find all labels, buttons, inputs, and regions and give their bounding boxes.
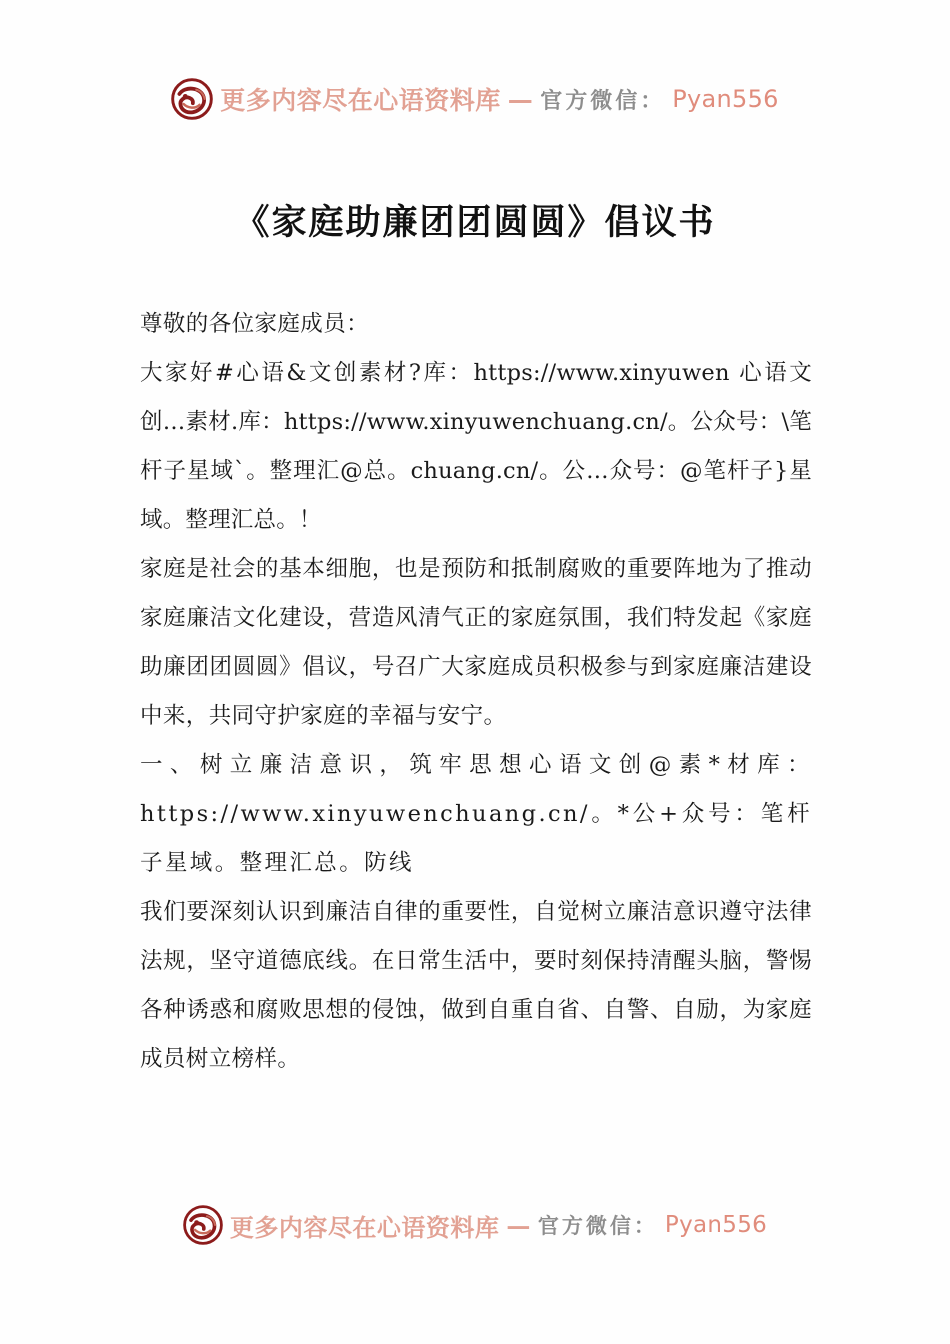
watermark-wechat-label: 官方微信： (537, 1213, 658, 1238)
watermark-main-text: 更多内容尽在心语资料库 (220, 86, 501, 115)
watermark-dash: — (506, 1210, 531, 1240)
page-title: 《家庭助廉团团圆圆》倡议书 (234, 202, 716, 244)
footer-watermark (0, 1205, 950, 1245)
paragraph-intro: 家庭是社会的基本细胞，也是预防和抵制腐败的重要阵地为了推动家庭廉洁文化建设，营造风清气正的家庭氛围，我们特发起《家庭助廉团团圆圆》倡议，号召广大家庭成员积极参与到家庭廉洁建设中来，共同守护家庭的幸福与安宁。 (140, 556, 812, 729)
watermark-main-text: 更多内容尽在心语资料库 (229, 1212, 500, 1242)
watermark-wechat-handle: Pyan556 (664, 1212, 768, 1238)
watermark-wechat-handle: Pyan556 (672, 85, 779, 113)
circular-fish-emblem-icon (171, 78, 213, 120)
paragraph-section-one-body: 我们要深刻认识到廉洁自律的重要性，自觉树立廉洁意识遵守法律法规，坚守道德底线。在日常生活中，要时刻保持清醒头脑，警惕各种诱惑和腐败思想的侵蚀，做到自重自省、自警、自励，为家庭成员树立榜样。 (140, 899, 812, 1072)
circular-fish-emblem-icon (183, 1205, 223, 1245)
watermark-wechat-label: 官方微信： (540, 87, 666, 114)
paragraph-salutation: 尊敬的各位家庭成员： (140, 311, 370, 337)
paragraph-promo-block: 大家好#心语&文创素材?库：https://www.xinyuwen 心语文创…素材.库：https://www.xinyuwenchuang.cn/。公众号：\笔杆子星域`。整理汇@总。chuang.cn/。公…众号：@笔杆子}星域。整理汇总。！ (140, 360, 812, 533)
header-watermark (0, 78, 950, 120)
document-body (140, 300, 812, 1084)
paragraph-section-one-heading: 一、树立廉洁意识，筑牢思想心语文创@素*材库：https://www.xinyuwenchuang.cn/。*公+众号：笔杆子星域。整理汇总。防线 (140, 752, 812, 876)
watermark-dash: — (507, 84, 534, 114)
